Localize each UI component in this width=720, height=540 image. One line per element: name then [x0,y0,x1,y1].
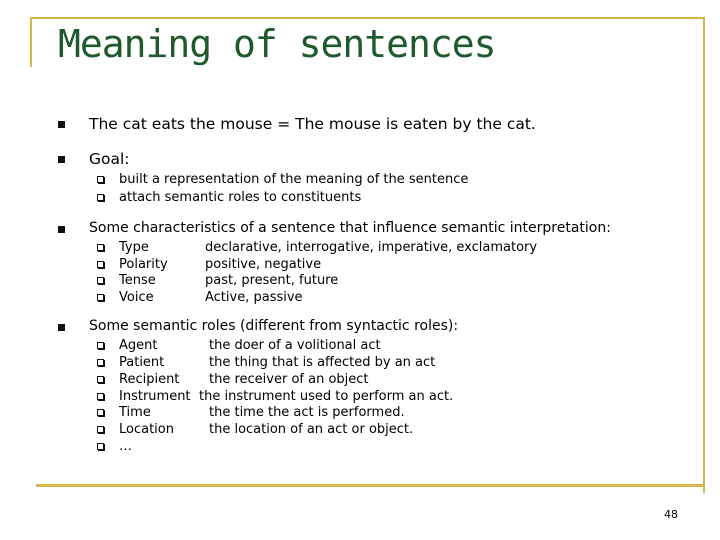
sub-bullet-term: Tense [119,273,156,288]
sub-bullet-desc: positive, negative [205,257,322,272]
sub-bullet-term: Type [119,240,149,255]
sub-bullet-desc: the thing that is affected by an act [209,355,436,370]
sub-bullet-desc: declarative, interrogative, imperative, exclamatory [205,240,538,255]
sub-bullet-text: built a representation of the meaning of the sentence [119,172,469,187]
bullet-text: Some characteristics of a sentence that influence semantic interpretation: [89,220,611,236]
checkbox-bullet-icon [97,426,104,433]
slide-title: Meaning of sentences [58,22,496,66]
frame-left-line [30,17,32,67]
checkbox-bullet-icon [97,342,104,349]
checkbox-bullet-icon [97,443,104,450]
sub-bullet-term: … [119,439,132,454]
bullet-text: The cat eats the mouse = The mouse is eaten by the cat. [89,115,536,133]
sub-bullet-desc: the doer of a volitional act [209,338,381,353]
page-number: 48 [664,508,678,521]
sub-bullet-desc: Active, passive [205,290,303,305]
sub-bullet-term: Recipient [119,372,180,387]
sub-bullet-term: Patient [119,355,165,370]
checkbox-bullet-icon [97,393,104,400]
sub-bullet-term: Voice [119,290,154,305]
sub-bullet-text: attach semantic roles to constituents [119,190,362,205]
checkbox-bullet-icon [97,194,104,201]
checkbox-bullet-icon [97,277,104,284]
sub-bullet-term: Location [119,422,174,437]
checkbox-bullet-icon [97,244,104,251]
sub-bullet-desc: the location of an act or object. [209,422,414,437]
bullet-text: Goal: [89,150,130,168]
square-bullet-icon [58,156,65,163]
sub-bullet-term: Instrument [119,389,191,404]
checkbox-bullet-icon [97,409,104,416]
sub-bullet-term: Agent [119,338,158,353]
sub-bullet-desc: past, present, future [205,273,339,288]
checkbox-bullet-icon [97,376,104,383]
sub-bullet-desc: the time the act is performed. [209,405,405,420]
square-bullet-icon [58,226,65,233]
square-bullet-icon [58,324,65,331]
sub-bullet-term: Polarity [119,257,168,272]
checkbox-bullet-icon [97,359,104,366]
frame-bottom-line [36,484,705,487]
frame-top-line [30,17,705,19]
bullet-text: Some semantic roles (different from syntactic roles): [89,318,459,334]
checkbox-bullet-icon [97,261,104,268]
square-bullet-icon [58,121,65,128]
checkbox-bullet-icon [97,176,104,183]
checkbox-bullet-icon [97,294,104,301]
sub-bullet-desc: the receiver of an object [209,372,369,387]
sub-bullet-term: Time [119,405,151,420]
frame-right-line [703,17,705,493]
sub-bullet-desc: the instrument used to perform an act. [199,389,454,404]
